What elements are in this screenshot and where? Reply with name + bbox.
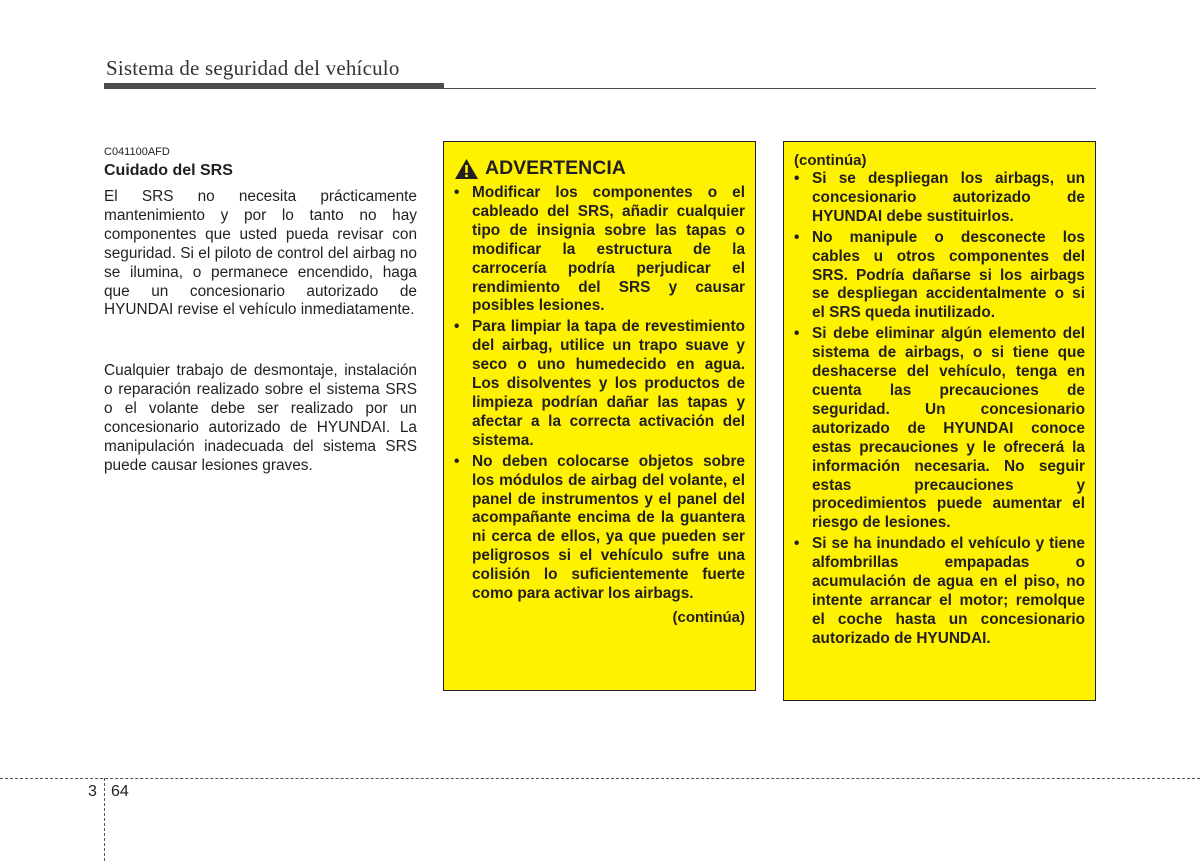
warning-list bbox=[454, 184, 745, 604]
continues-label: (continúa) bbox=[672, 608, 745, 626]
warning-item: • Modificar los componentes o el cableado del SRS, añadir cualquier tipo de insignia sobre las tapas o modificar la estructura de la carrocería podría perjudicar el rendimiento del SRS y causar posibles lesiones. bbox=[454, 184, 745, 315]
warning-list bbox=[794, 170, 1085, 649]
bullet: • bbox=[454, 452, 460, 470]
bullet: • bbox=[794, 170, 800, 187]
section-code: C041100AFD bbox=[104, 146, 170, 158]
bullet: • bbox=[454, 318, 460, 336]
body-paragraph: Cualquier trabajo de desmontaje, instalación o reparación realizado sobre el sistema SRS o el volante debe ser realizado por un concesionario autorizado de HYUNDAI. La manipulación inadecuada del sistema SRS puede causar lesiones graves. bbox=[104, 362, 417, 474]
bullet: • bbox=[794, 535, 800, 553]
page-header-title: Sistema de seguridad del vehículo bbox=[106, 56, 400, 80]
warning-item: • No manipule o desconecte los cables u otros componentes del SRS. Podría dañarse si los airbags se despliegan accidentalmente o si el SRS queda inutilizado. bbox=[794, 228, 1085, 322]
warning-item: • No deben colocarse objetos sobre los módulos de airbag del volante, el panel de instrumentos y el panel del acompañante encima de la guantera ni cerca de ellos, ya que pueden ser peligrosos si el vehículo sufre una colisión lo suficientemente fuerte como para activar los airbags. bbox=[454, 452, 745, 603]
header-rule-thick bbox=[104, 83, 444, 89]
bullet: • bbox=[454, 184, 460, 201]
chapter-number: 3 bbox=[88, 783, 97, 800]
body-paragraph: El SRS no necesita prácticamente mantenimiento y por lo tanto no hay componentes que usted pueda revisar con seguridad. Si el piloto de control del airbag no se ilumina, o permanece encendido, haga que un concesionario autorizado de HYUNDAI revise el vehículo inmediatamente. bbox=[104, 188, 417, 319]
warning-triangle-icon bbox=[454, 158, 479, 180]
warning-item: • Si debe eliminar algún elemento del sistema de airbags, o si tiene que deshacerse del vehículo, tenga en cuenta las precauciones de seguridad. Un concesionario autorizado de HYUNDAI conoce estas precauciones y le ofrecerá la información necesaria. No seguir estas precauciones y procedimientos puede aumentar el riesgo de lesiones. bbox=[794, 325, 1085, 532]
warning-item: • Para limpiar la tapa de revestimiento del airbag, utilice un trapo suave y seco o uno humedecido en agua. Los disolventes y los productos de limpieza podrían dañar las tapas y afectar a la correcta activación del sistema. bbox=[454, 318, 745, 449]
continued-label: (continúa) bbox=[794, 152, 867, 169]
warning-box bbox=[443, 141, 756, 691]
warning-box-continued bbox=[783, 141, 1096, 701]
warning-title-row bbox=[454, 157, 745, 180]
warning-title: ADVERTENCIA bbox=[485, 157, 626, 179]
warning-item: • Si se ha inundado el vehículo y tiene alfombrillas empapadas o acumulación de agua en el piso, no intente arrancar el motor; remolque el coche hasta un concesionario autorizado de HYUNDAI. bbox=[794, 535, 1085, 647]
header-rule-thin bbox=[444, 88, 1096, 89]
page-number: 64 bbox=[111, 783, 129, 800]
footer-vertical-rule bbox=[104, 778, 105, 861]
footer-rule bbox=[0, 778, 1200, 779]
warning-item: • Si se despliegan los airbags, un concesionario autorizado de HYUNDAI debe sustituirlos. bbox=[794, 170, 1085, 225]
bullet: • bbox=[794, 325, 800, 343]
bullet: • bbox=[794, 228, 800, 246]
section-heading: Cuidado del SRS bbox=[104, 162, 233, 179]
